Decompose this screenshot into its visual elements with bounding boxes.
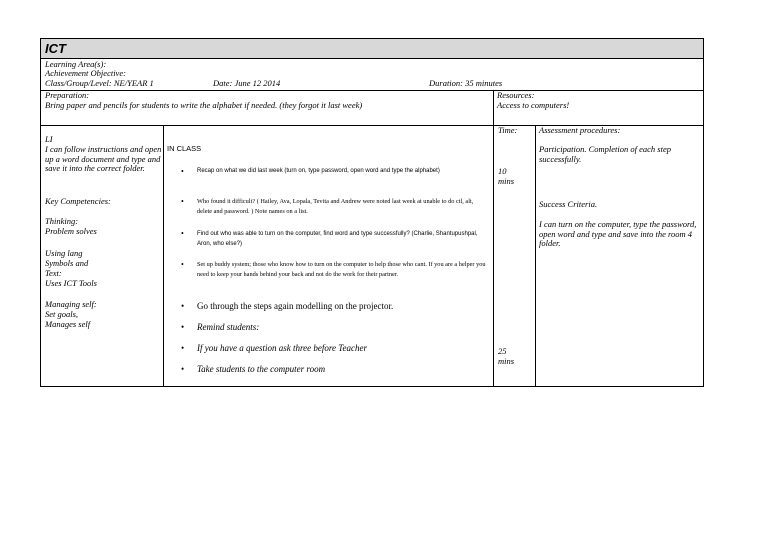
preparation-label: Preparation:: [45, 90, 90, 100]
preparation-text: Bring paper and pencils for students to write the alphabet if needed. (they forgot it last week): [45, 100, 363, 110]
li-text: I can follow instructions and open up a word document and type and save it into the correct folder.: [45, 144, 162, 173]
key-competencies: Key Competencies:: [45, 196, 111, 206]
bullet-icon: •: [181, 343, 185, 353]
step-2: Who found it difficult? ( Hailey, Ava, Lopala, Tevita and Andrew were noted last week at unable to do ctl, alt, delete and password. ) Note names on a list.: [197, 198, 474, 215]
bullet-icon: •: [181, 322, 185, 332]
step-5: Go through the steps again modelling on the projector.: [197, 301, 394, 311]
assessment-label: Assessment procedures:: [539, 125, 621, 135]
bullet-icon: •: [181, 301, 185, 311]
lesson-date: Date: June 12 2014: [213, 78, 281, 88]
time-1-value: 10: [498, 166, 507, 176]
in-class-heading: IN CLASS: [167, 144, 202, 153]
managing-line3: Manages self: [45, 319, 91, 329]
managing-line2: Set goals,: [45, 309, 79, 319]
participation-text: Participation. Completion of each step successfully.: [539, 144, 671, 164]
li-label: LI: [45, 134, 53, 144]
step-1: Recap on what we did last week (turn on, type password, open word and type the alphabet): [197, 168, 440, 174]
step-8: Take students to the computer room: [197, 364, 326, 374]
success-criteria-text: I can turn on the computer, type the password, open word and type and save into the room 4 folder.: [539, 219, 697, 248]
thinking-label: Thinking:: [45, 216, 79, 226]
achievement-objective: Achievement Objective:: [45, 68, 126, 78]
success-criteria-label: Success Criteria.: [539, 199, 598, 209]
thinking-text: Problem solves: [45, 226, 97, 236]
time-2-value: 25: [498, 346, 507, 356]
lesson-plan-table: [40, 38, 704, 387]
step-3: Find out who was able to turn on the computer, find word and type successfully? (Charlie, Shantupushpal, Aron, who else?): [197, 231, 478, 247]
bullet-icon: •: [181, 167, 184, 176]
time-2-unit: mins: [498, 356, 515, 366]
learning-areas: Learning Area(s):: [45, 59, 107, 69]
title-bar: [41, 39, 703, 59]
step-6: Remind students:: [197, 322, 260, 332]
bullet-icon: •: [181, 229, 184, 238]
language-text: Uses ICT Tools: [45, 278, 97, 288]
step-7: If you have a question ask three before Teacher: [197, 343, 367, 353]
resources-label: Resources:: [497, 90, 535, 100]
bullet-icon: •: [181, 260, 184, 269]
lesson-title: ICT: [45, 41, 66, 56]
class-group-level: Class/Group/Level: NE/YEAR 1: [45, 78, 154, 88]
resources-text: Access to computers!: [497, 100, 570, 110]
time-label: Time:: [498, 125, 518, 135]
bullet-icon: •: [181, 364, 185, 374]
time-1-unit: mins: [498, 176, 515, 186]
lesson-duration: Duration: 35 minutes: [429, 78, 503, 88]
language-line2: Symbols and: [45, 258, 89, 268]
language-line3: Text:: [45, 268, 62, 278]
bullet-icon: •: [181, 197, 184, 206]
step-4: Set up buddy system; those who know how to turn on the computer to help those who cant. If you are a helper you need to keep your hands behind your back and not do the work for their partner.: [197, 261, 486, 278]
managing-label: Managing self:: [45, 299, 97, 309]
language-label: Using lang: [45, 248, 83, 258]
